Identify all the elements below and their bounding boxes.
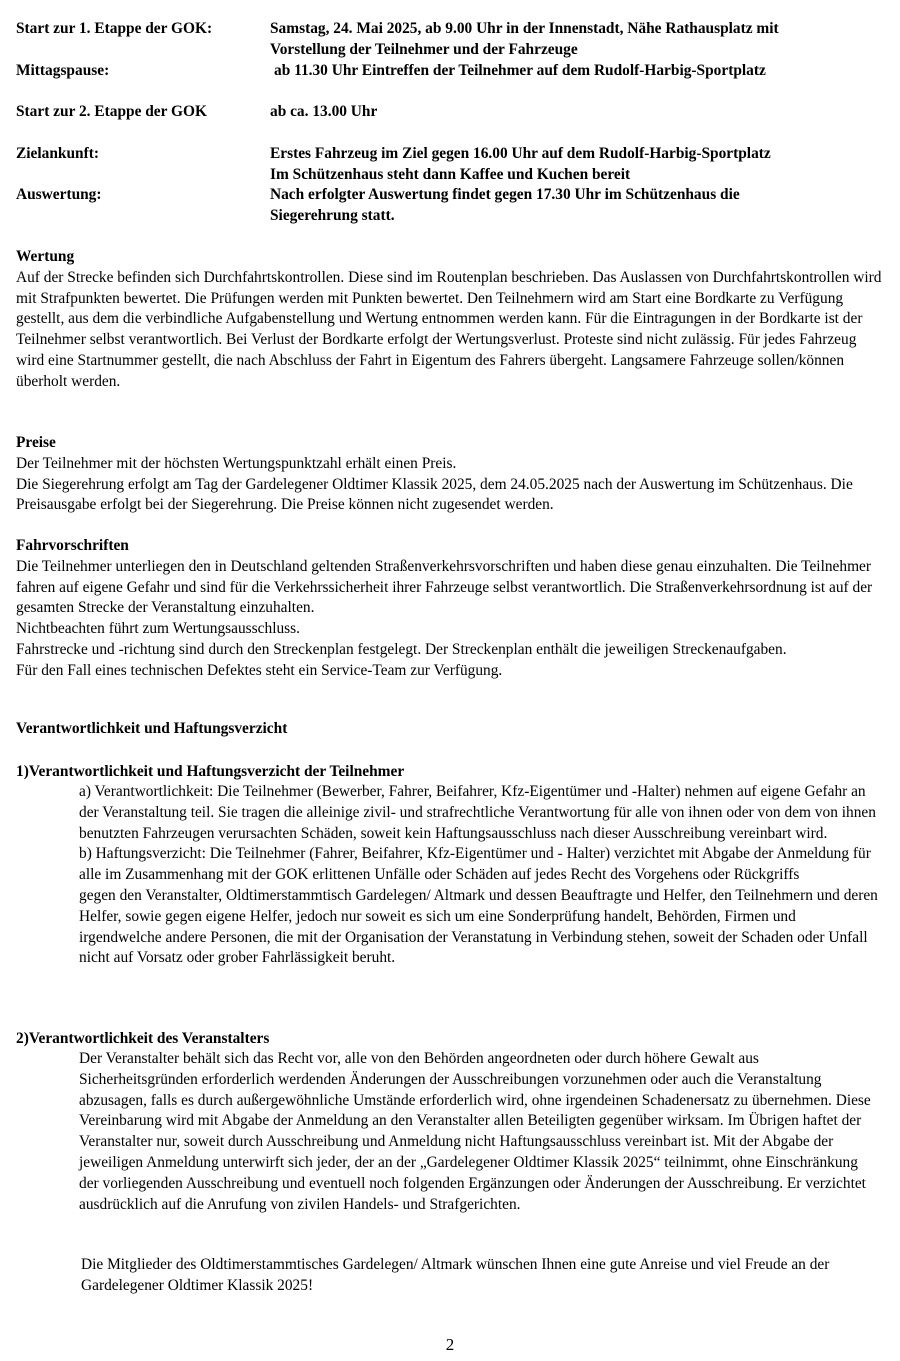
haftung-sub1-a: a) Verantwortlichkeit: Die Teilnehmer (Bewerber, Fahrer, Beifahrer, Kfz-Eigentümer und -Halter) nehmen auf eigene Gefahr an der Veranstaltung teil. Sie tragen die alleinige zivil- und strafrechtliche Verantwortung für alle von ihnen oder von dem von ihnen benutzten Fahrzeugen verursachten Schäden, soweit kein Haftungsausschluss nach dieser Ausschreibung vereinbart wird. [79, 783, 876, 842]
haftung-section-heading [16, 719, 886, 740]
start2-value: ab ca. 13.00 Uhr [270, 103, 378, 120]
wertung-text: Auf der Strecke befinden sich Durchfahrtskontrollen. Diese sind im Routenplan beschrieben. Das Auslassen von Durchfahrtskontrollen wird mit Strafpunkten bewertet. Die Prüfungen werden mit Punkten bewertet. Den Teilnehmern wird am Start eine Bordkarte zu Verfügung gestellt, aus dem die verbindliche Aufgabenstellung und Wertung entnommen werden kann. Für die Eintragungen in der Bordkarte ist der Teilnehmer selbst verantwortlich. Bei Verlust der Bordkarte erfolgt der Wertungsverlust. Proteste sind nicht zulässig. Für jedes Fahrzeug wird eine Startnummer gestellt, die nach Abschluss der Fahrt in Eigentum des Fahrers übergeht. Langsamere Fahrzeuge sollen/können überholt werden. [16, 268, 882, 390]
finish-label: Zielankunft: [16, 145, 99, 162]
page-number: 2 [445, 1335, 455, 1354]
fahrvorschriften-section [16, 536, 886, 682]
fahrvorschriften-line1: Die Teilnehmer unterliegen den in Deutschland geltenden Straßenverkehrsvorschriften und haben diese genau einzuhalten. Die Teilnehmer fahren auf eigene Gefahr und sind für die Verkehrssicherheit ihrer Fahrzeuge selbst verantwortlich. Die Straßenverkehrsordnung ist auf der gesamten Strecke der Veranstaltung einzuhalten. [16, 557, 873, 617]
preise-line1: Der Teilnehmer mit der höchsten Wertungspunktzahl erhält einen Preis. [16, 454, 457, 472]
haftung-sub1-c: gegen den Veranstalter, Oldtimerstammtisch Gardelegen/ Altmark und dessen Beauftragte und Helfer, den Teilnehmern und deren Helfer, sowie gegen eigene Helfer, jedoch nur soweit es sich um eine Sonderprüfung handelt, Behörden, Firmen und irgendwelche andere Personen, die mit der Organisation der Veranstatung in Verbindung stehen, soweit der Schaden oder Unfall nicht auf Vorsatz oder grober Fahrlässigkeit beruht. [79, 886, 878, 967]
haftung-sub2-heading: 2)Verantwortlichkeit des Veranstalters [16, 1030, 270, 1047]
start2-label: Start zur 2. Etappe der GOK [16, 103, 207, 120]
wertung-section [16, 247, 886, 393]
haftung-sub1-heading: 1)Verantwortlichkeit und Haftungsverzicht der Teilnehmer [16, 763, 405, 780]
closing-section [81, 1255, 881, 1297]
start1-value-line2: Vorstellung der Teilnehmer und der Fahrzeuge [270, 41, 578, 58]
haftung-heading: Verantwortlichkeit und Haftungsverzicht [16, 720, 288, 737]
fahrvorschriften-line3: Fahrstrecke und -richtung sind durch den Streckenplan festgelegt. Der Streckenplan enthält die jeweiligen Streckenaufgaben. [16, 640, 787, 658]
finish-value-line2: Im Schützenhaus steht dann Kaffee und Kuchen bereit [270, 166, 631, 183]
preise-section [16, 433, 886, 516]
evaluation-value-line2: Siegerehrung statt. [270, 207, 395, 224]
evaluation-label: Auswertung: [16, 186, 102, 203]
haftung-sub2-text: Der Veranstalter behält sich das Recht vor, alle von den Behörden angeordneten oder durch höhere Gewalt aus Sicherheitsgründen erforderlich werdenden Änderungen der Ausschreibungen vorzunehmen oder auch die Veranstaltung abzusagen, falls es durch außergewöhnliche Umstände erforderlich wird, ohne irgendeinen Schadenersatz zu übernehmen. Diese Vereinbarung wird mit Abgabe der Anmeldung an den Veranstalter allen Beteiligten gegenüber wirksam. Im Übrigen haftet der Veranstalter nur, soweit durch Ausschreibung und Anmeldung nicht Haftungsausschluss vereinbart ist. Mit der Abgabe der jeweiligen Anmeldung unterwirft sich jeder, der an der „Gardelegener Oldtimer Klassik 2025“ teilnimmt, ohne Einschränkung der vorliegenden Ausschreibung und eventuell noch folgenden Ergänzungen oder Änderungen der Ausschreibung. Er verzichtet ausdrücklich auf die Anrufung von zivilen Handels- und Strafgerichten. [79, 1050, 871, 1213]
fahrvorschriften-line4: Für den Fall eines technischen Defektes steht ein Service-Team zur Verfügung. [16, 661, 503, 679]
preise-heading: Preise [16, 434, 56, 451]
evaluation-value-line1: Nach erfolgter Auswertung findet gegen 17.30 Uhr im Schützenhaus die [270, 186, 740, 203]
closing-text: Die Mitglieder des Oldtimerstammtisches Gardelegen/ Altmark wünschen Ihnen eine gute Anreise und viel Freude an der Gardelegener Oldtimer Klassik 2025! [81, 1256, 830, 1294]
haftung-sub1-body [79, 782, 879, 969]
haftung-sub2-body [79, 1049, 879, 1215]
lunch-value: ab 11.30 Uhr Eintreffen der Teilnehmer auf dem Rudolf-Harbig-Sportplatz [274, 62, 766, 79]
fahrvorschriften-line2: Nichtbeachten führt zum Wertungsausschluss. [16, 620, 300, 638]
fahrvorschriften-heading: Fahrvorschriften [16, 537, 129, 554]
lunch-label: Mittagspause: [16, 62, 110, 79]
start1-value-line1: Samstag, 24. Mai 2025, ab 9.00 Uhr in der Innenstadt, Nähe Rathausplatz mit [270, 20, 779, 37]
start1-label: Start zur 1. Etappe der GOK: [16, 20, 213, 37]
haftung-sub2-heading-wrap [16, 1029, 886, 1050]
wertung-heading: Wertung [16, 248, 75, 265]
haftung-sub1-b: b) Haftungsverzicht: Die Teilnehmer (Fahrer, Beifahrer, Kfz-Eigentümer und - Halter) verzichtet mit Abgabe der Anmeldung für alle im Zusammenhang mit der GOK erlittenen Unfälle oder Schäden auf jedes Recht des Vorgehens oder Rückgriffs [79, 845, 871, 884]
preise-line2: Die Siegerehrung erfolgt am Tag der Gardelegener Oldtimer Klassik 2025, dem 24.05.2025 nach der Auswertung im Schützenhaus. Die Preisausgabe erfolgt bei der Siegerehrung. Die Preise können nicht zugesendet werden. [16, 475, 853, 514]
finish-value-line1: Erstes Fahrzeug im Ziel gegen 16.00 Uhr auf dem Rudolf-Harbig-Sportplatz [270, 145, 771, 162]
haftung-sub1-heading-wrap [16, 762, 886, 783]
